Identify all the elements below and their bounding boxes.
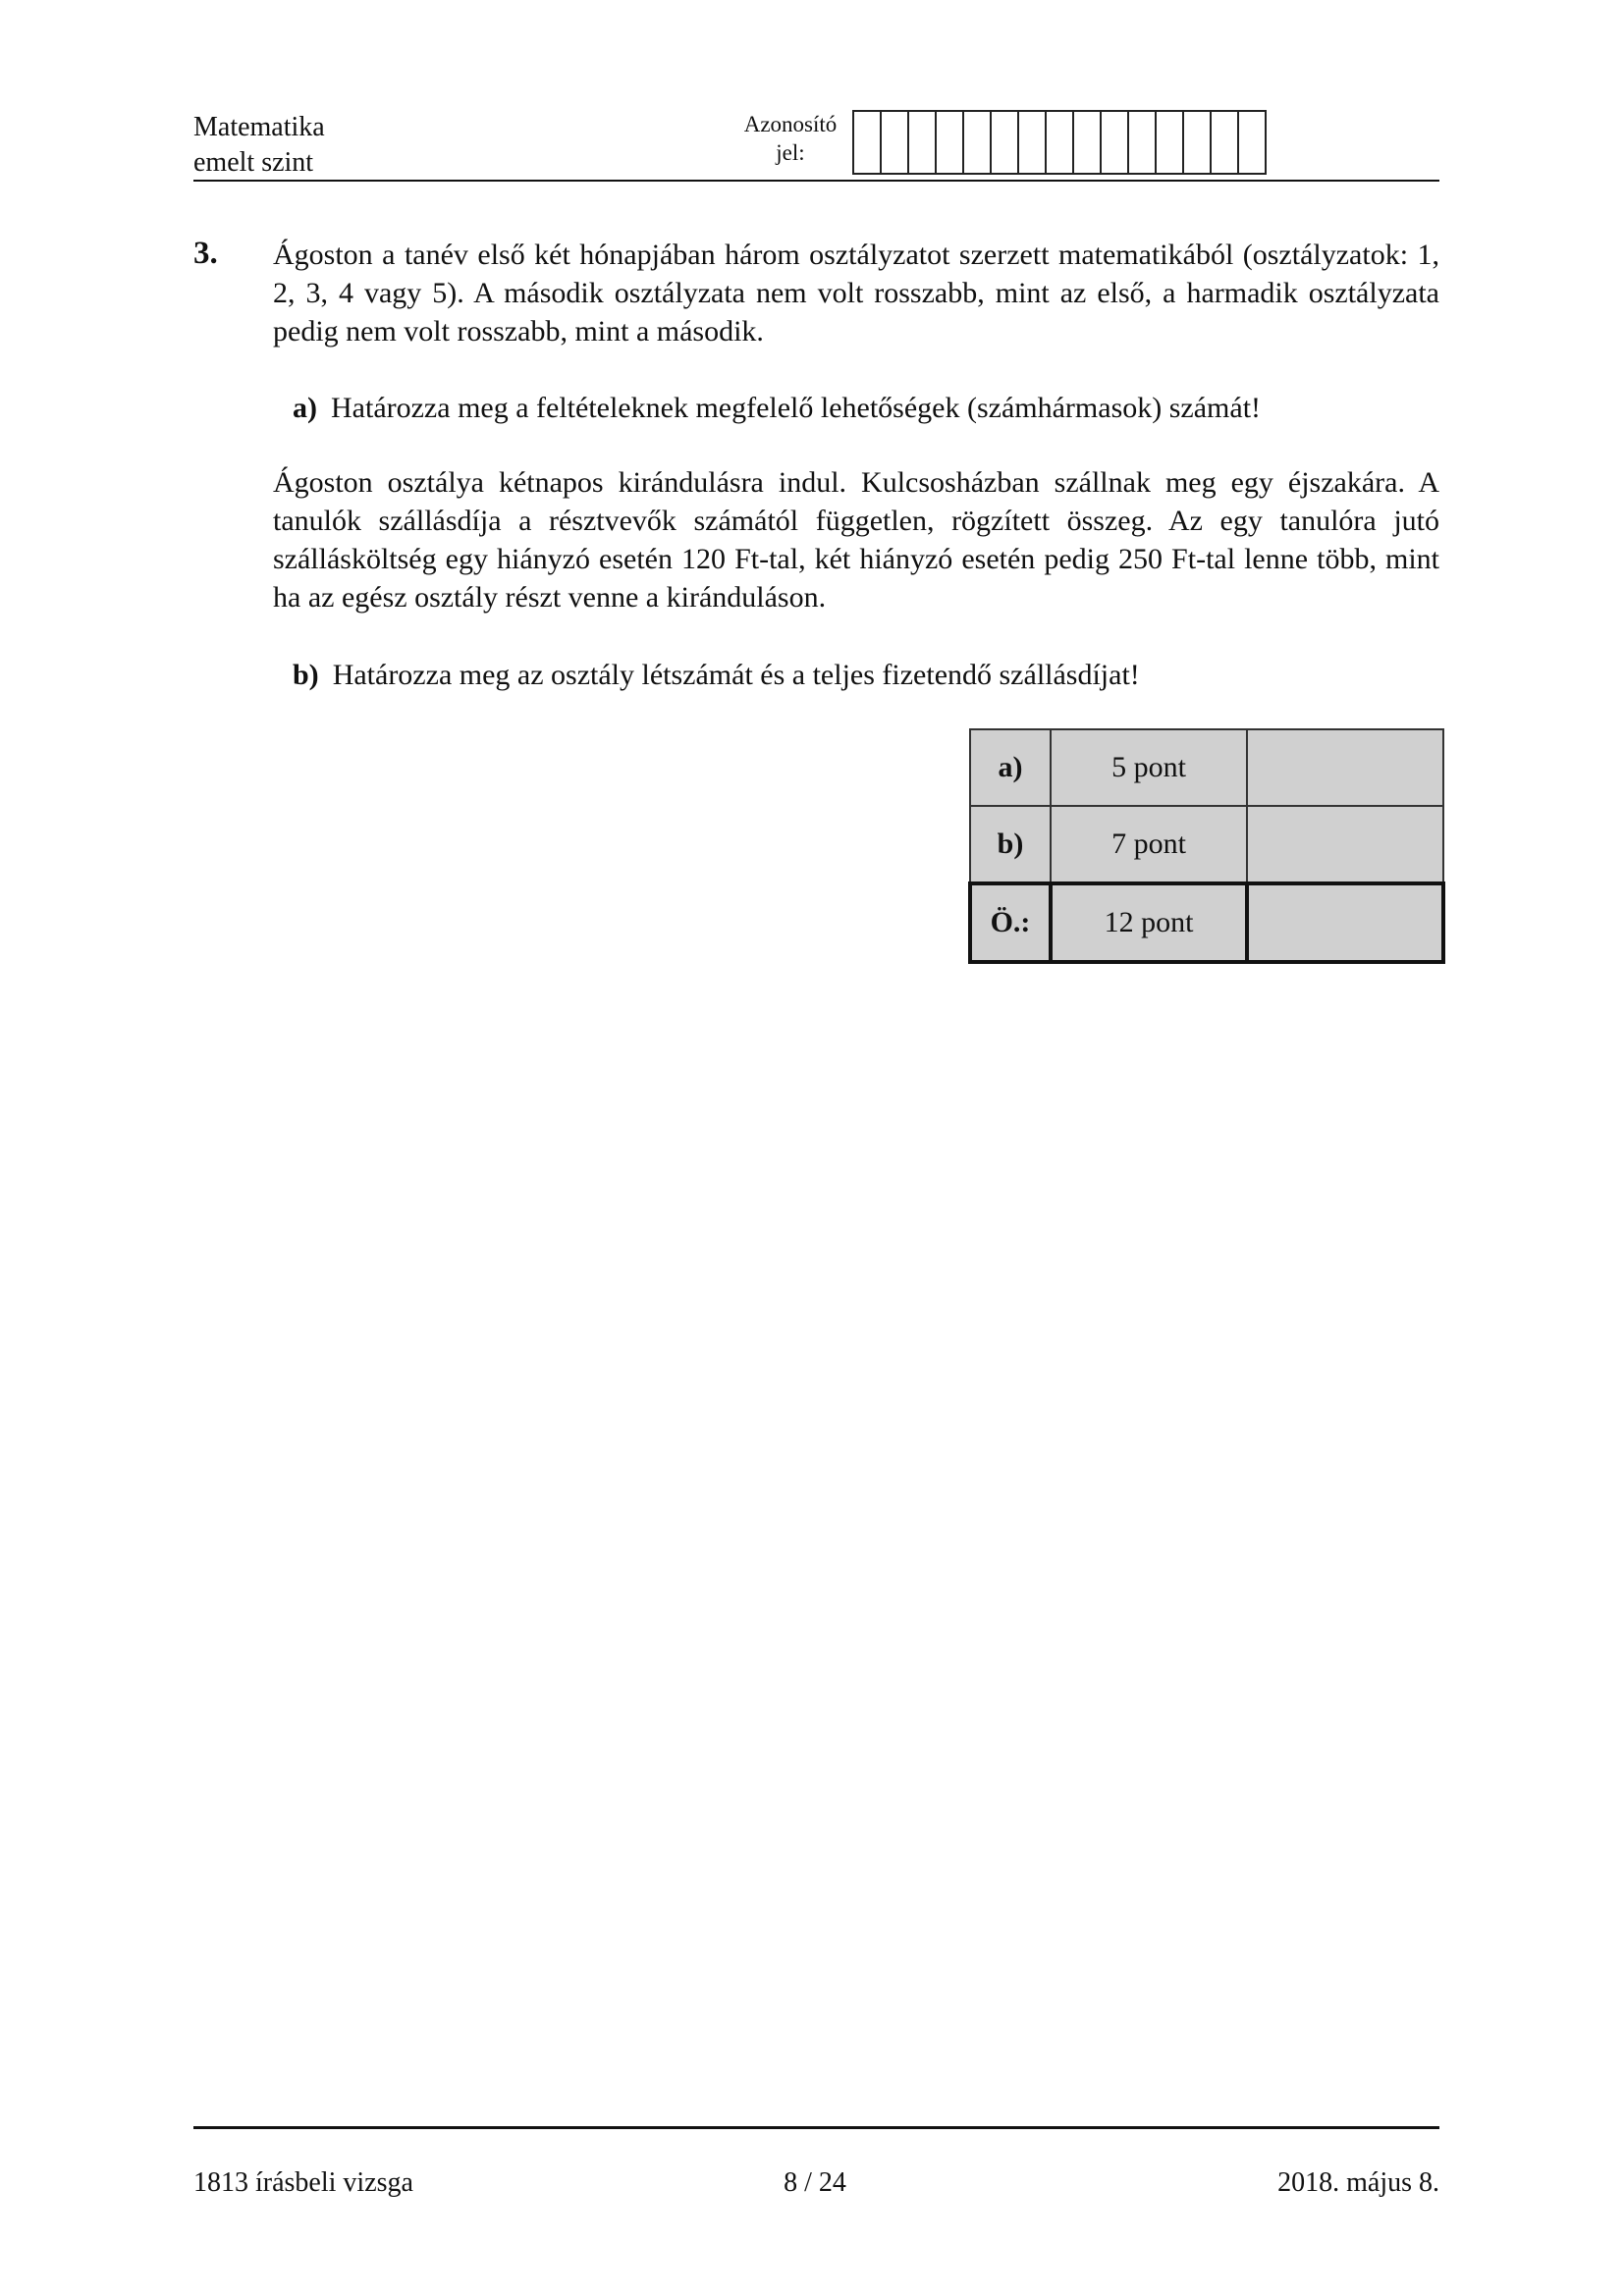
id-box[interactable]: [962, 110, 992, 175]
score-label: Ö.:: [970, 883, 1051, 962]
id-label: [727, 110, 854, 167]
score-entry-cell[interactable]: [1247, 806, 1443, 883]
id-box-grid: [854, 110, 1267, 175]
id-box[interactable]: [1237, 110, 1267, 175]
subject-heading: [193, 110, 325, 181]
part-a-task: [293, 389, 1261, 427]
score-row-total: [970, 883, 1443, 962]
question-intro-text: Ágoston a tanév első két hónapjában három osztályzatot szerzett matematikából (osztályzatok: 1, 2, 3, 4 vagy 5). A második osztályzata nem volt rosszabb, mint az első, a harmadik osztályzata pedig nem volt rosszabb, mint a második.: [273, 239, 1439, 347]
score-entry-cell[interactable]: [1247, 729, 1443, 806]
part-b-task: [293, 656, 1140, 694]
header-divider: [193, 180, 1439, 182]
id-label-line1: Azonosító: [743, 112, 838, 136]
id-box[interactable]: [907, 110, 937, 175]
question-intro: [273, 236, 1439, 350]
id-box[interactable]: [1127, 110, 1157, 175]
question-context: [273, 463, 1439, 616]
footer-divider: [193, 2126, 1439, 2129]
id-box[interactable]: [935, 110, 964, 175]
id-box[interactable]: [880, 110, 909, 175]
page-number: 8 / 24: [784, 2167, 846, 2198]
id-box[interactable]: [1072, 110, 1102, 175]
id-box[interactable]: [1100, 110, 1129, 175]
question-number: 3.: [193, 236, 218, 271]
score-entry-cell[interactable]: [1247, 883, 1443, 962]
exam-date: 2018. május 8.: [1277, 2167, 1439, 2198]
id-box[interactable]: [1017, 110, 1047, 175]
score-points: 7 pont: [1051, 806, 1247, 883]
score-points: 12 pont: [1051, 883, 1247, 962]
part-a-label: a): [293, 392, 317, 424]
score-points: 5 pont: [1051, 729, 1247, 806]
id-box[interactable]: [990, 110, 1019, 175]
part-b-label: b): [293, 659, 319, 691]
question-context-text: Ágoston osztálya kétnapos kirándulásra indul. Kulcsosházban szállnak meg egy éjszakára. A tanulók szállásdíja a résztvevők számától független, rögzített összeg. Az egy tanulóra jutó szállásköltség egy hiányzó esetén 120 Ft-tal, két hiányzó esetén pedig 250 Ft-tal lenne több, mint ha az egész osztály részt venne a kiránduláson.: [273, 466, 1439, 614]
id-box[interactable]: [1045, 110, 1074, 175]
subject-name: Matematika: [193, 112, 325, 142]
score-row-a: [970, 729, 1443, 806]
score-label: a): [970, 729, 1051, 806]
exam-code: 1813 írásbeli vizsga: [193, 2167, 413, 2198]
id-label-line2: jel:: [776, 140, 805, 165]
id-box[interactable]: [1155, 110, 1184, 175]
score-table: [968, 728, 1445, 964]
id-box[interactable]: [1210, 110, 1239, 175]
score-row-b: [970, 806, 1443, 883]
score-label: b): [970, 806, 1051, 883]
subject-level: emelt szint: [193, 147, 314, 178]
id-box[interactable]: [852, 110, 882, 175]
part-b-text: Határozza meg az osztály létszámát és a teljes fizetendő szállásdíjat!: [332, 659, 1140, 691]
part-a-text: Határozza meg a feltételeknek megfelelő lehetőségek (számhármasok) számát!: [331, 392, 1262, 424]
id-box[interactable]: [1182, 110, 1212, 175]
